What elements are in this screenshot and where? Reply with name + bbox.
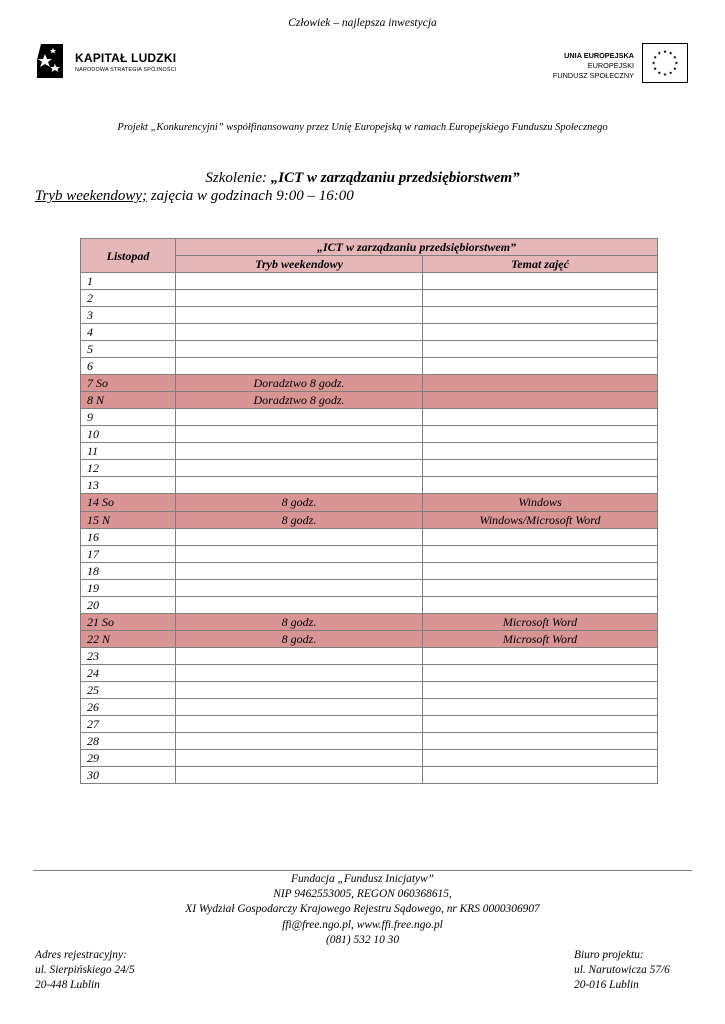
cell-topic xyxy=(423,409,658,426)
cell-mode xyxy=(176,290,423,307)
table-row xyxy=(81,698,658,715)
cell-day: 25 xyxy=(81,681,176,698)
training-name: „ICT w zarządzaniu przedsiębiorstwem” xyxy=(270,170,520,186)
table-row xyxy=(81,647,658,664)
mode-hours: zajęcia w godzinach 9:00 – 16:00 xyxy=(147,188,354,204)
cell-day: 30 xyxy=(81,766,176,783)
header-month: Listopad xyxy=(81,239,176,273)
cell-mode xyxy=(176,766,423,783)
eu-star-icon xyxy=(663,73,666,76)
table-row xyxy=(81,528,658,545)
eu-star-icon xyxy=(658,51,661,54)
cell-topic xyxy=(423,647,658,664)
cell-topic: Windows/Microsoft Word xyxy=(423,511,658,528)
cell-mode xyxy=(176,664,423,681)
cell-day: 26 xyxy=(81,698,176,715)
cell-topic xyxy=(423,749,658,766)
cell-day: 19 xyxy=(81,579,176,596)
cell-topic xyxy=(423,562,658,579)
cell-topic: Microsoft Word xyxy=(423,630,658,647)
cell-topic xyxy=(423,477,658,494)
footer-nip: NIP 9462553005, REGON 060368615, xyxy=(273,888,452,901)
table-row xyxy=(81,460,658,477)
table-row xyxy=(81,596,658,613)
cell-mode xyxy=(176,307,423,324)
cell-topic xyxy=(423,443,658,460)
footer-registered-address xyxy=(35,948,135,994)
table-row xyxy=(81,681,658,698)
cell-topic xyxy=(423,290,658,307)
footer-org: Fundacja „Fundusz Inicjatyw” xyxy=(290,873,434,885)
footer-right-label: Biuro projektu: xyxy=(574,949,644,961)
eu-star-icon xyxy=(653,67,656,70)
cell-topic xyxy=(423,392,658,409)
cell-mode xyxy=(176,426,423,443)
cell-topic xyxy=(423,358,658,375)
header-mode: Tryb weekendowy xyxy=(176,256,423,273)
table-row xyxy=(81,324,658,341)
eu-flag-icon xyxy=(642,43,688,83)
training-label: Szkolenie: xyxy=(205,170,271,186)
cell-day: 8 N xyxy=(81,392,176,409)
schedule-table xyxy=(80,238,658,784)
table-row xyxy=(81,664,658,681)
kapital-ludzki-logo xyxy=(33,40,193,82)
cell-day: 21 So xyxy=(81,613,176,630)
cell-topic xyxy=(423,307,658,324)
table-row xyxy=(81,273,658,290)
cell-day: 22 N xyxy=(81,630,176,647)
footer-phone: (081) 532 10 30 xyxy=(325,933,400,946)
mode-label: Tryb weekendowy; xyxy=(35,188,148,204)
cell-mode xyxy=(176,341,423,358)
schedule-body xyxy=(81,273,658,784)
header-topic: Temat zajęć xyxy=(423,256,658,273)
eu-star-icon xyxy=(669,51,672,54)
cell-topic xyxy=(423,426,658,443)
cell-day: 5 xyxy=(81,341,176,358)
footer-krs: XI Wydział Gospodarczy Krajowego Rejestru Sądowego, nr KRS 0000306907 xyxy=(185,903,540,916)
cell-topic xyxy=(423,324,658,341)
cell-day: 16 xyxy=(81,528,176,545)
cell-topic xyxy=(423,545,658,562)
cell-mode: 8 godz. xyxy=(176,494,423,511)
cell-mode: 8 godz. xyxy=(176,613,423,630)
cell-topic: Microsoft Word xyxy=(423,613,658,630)
footer-left-label: Adres rejestracyjny: xyxy=(35,949,127,961)
cell-day: 23 xyxy=(81,647,176,664)
logo-title: KAPITAŁ LUDZKI xyxy=(75,51,177,65)
cell-day: 28 xyxy=(81,732,176,749)
table-row xyxy=(81,307,658,324)
table-row xyxy=(81,545,658,562)
cell-day: 12 xyxy=(81,460,176,477)
cell-topic xyxy=(423,528,658,545)
table-row xyxy=(81,290,658,307)
eu-logo-line3: FUNDUSZ SPOŁECZNY xyxy=(552,71,634,80)
cell-topic xyxy=(423,460,658,477)
cell-day: 4 xyxy=(81,324,176,341)
cell-day: 27 xyxy=(81,715,176,732)
cell-mode: Doradztwo 8 godz. xyxy=(176,375,423,392)
eu-star-icon xyxy=(653,55,656,58)
footer-project-office xyxy=(574,948,670,994)
cell-day: 14 So xyxy=(81,494,176,511)
table-row xyxy=(81,358,658,375)
table-row xyxy=(81,579,658,596)
cell-mode xyxy=(176,698,423,715)
kapital-ludzki-mark-icon xyxy=(33,40,69,82)
eu-logo-line2: EUROPEJSKI xyxy=(587,61,634,70)
cell-mode xyxy=(176,579,423,596)
table-row xyxy=(81,392,658,409)
cell-day: 7 So xyxy=(81,375,176,392)
eu-star-icon xyxy=(673,67,676,70)
project-line: Projekt „Konkurencyjni” współfinansowany przez Unię Europejską w ramach Europejskiego Funduszu Społecznego xyxy=(117,122,608,133)
table-row xyxy=(81,511,658,528)
cell-mode xyxy=(176,647,423,664)
cell-mode xyxy=(176,545,423,562)
table-row xyxy=(81,749,658,766)
cell-topic xyxy=(423,681,658,698)
cell-day: 15 N xyxy=(81,511,176,528)
footer-left-street: ul. Sierpińskiego 24/5 xyxy=(35,964,135,977)
table-row xyxy=(81,409,658,426)
cell-mode xyxy=(176,596,423,613)
eu-star-icon xyxy=(675,61,678,64)
header-motto: Człowiek – najlepsza inwestycja xyxy=(288,17,437,29)
cell-topic: Windows xyxy=(423,494,658,511)
cell-day: 13 xyxy=(81,477,176,494)
cell-day: 24 xyxy=(81,664,176,681)
eu-star-icon xyxy=(663,50,666,53)
eu-star-icon xyxy=(658,71,661,74)
cell-topic xyxy=(423,664,658,681)
eu-star-icon xyxy=(673,55,676,58)
cell-mode xyxy=(176,528,423,545)
cell-topic xyxy=(423,596,658,613)
eu-logo-line1: UNIA EUROPEJSKA xyxy=(564,51,634,60)
cell-day: 1 xyxy=(81,273,176,290)
cell-day: 10 xyxy=(81,426,176,443)
logo-subtitle: NARODOWA STRATEGIA SPÓJNOŚCI xyxy=(75,67,177,73)
cell-topic xyxy=(423,698,658,715)
table-row xyxy=(81,443,658,460)
cell-mode xyxy=(176,324,423,341)
table-row xyxy=(81,630,658,647)
cell-mode xyxy=(176,460,423,477)
table-row xyxy=(81,562,658,579)
cell-mode xyxy=(176,358,423,375)
table-row xyxy=(81,613,658,630)
cell-mode: Doradztwo 8 godz. xyxy=(176,392,423,409)
training-title xyxy=(0,170,725,187)
table-row xyxy=(81,766,658,783)
footer-divider xyxy=(33,870,692,871)
eu-star-icon xyxy=(652,61,655,64)
table-row xyxy=(81,732,658,749)
footer-contact: ffi@free.ngo.pl, www.ffi.free.ngo.pl xyxy=(282,918,443,931)
eu-logo xyxy=(520,43,690,87)
cell-day: 17 xyxy=(81,545,176,562)
cell-day: 6 xyxy=(81,358,176,375)
cell-day: 11 xyxy=(81,443,176,460)
cell-mode xyxy=(176,715,423,732)
footer-right-street: ul. Narutowicza 57/6 xyxy=(574,964,670,977)
cell-day: 29 xyxy=(81,749,176,766)
eu-star-icon xyxy=(669,71,672,74)
table-row xyxy=(81,426,658,443)
footer-left-city: 20-448 Lublin xyxy=(35,979,100,992)
cell-topic xyxy=(423,715,658,732)
cell-day: 20 xyxy=(81,596,176,613)
cell-mode: 8 godz. xyxy=(176,511,423,528)
table-row xyxy=(81,341,658,358)
cell-mode xyxy=(176,562,423,579)
cell-topic xyxy=(423,766,658,783)
cell-mode xyxy=(176,477,423,494)
cell-day: 18 xyxy=(81,562,176,579)
cell-mode xyxy=(176,681,423,698)
table-row xyxy=(81,715,658,732)
cell-mode: 8 godz. xyxy=(176,630,423,647)
cell-mode xyxy=(176,273,423,290)
cell-day: 3 xyxy=(81,307,176,324)
cell-day: 9 xyxy=(81,409,176,426)
cell-topic xyxy=(423,732,658,749)
table-row xyxy=(81,477,658,494)
cell-mode xyxy=(176,732,423,749)
cell-mode xyxy=(176,749,423,766)
table-row xyxy=(81,375,658,392)
cell-topic xyxy=(423,579,658,596)
cell-topic xyxy=(423,341,658,358)
header-group: „ICT w zarządzaniu przedsiębiorstwem” xyxy=(176,239,658,256)
cell-topic xyxy=(423,375,658,392)
cell-mode xyxy=(176,443,423,460)
cell-topic xyxy=(423,273,658,290)
footer-right-city: 20-016 Lublin xyxy=(574,979,639,992)
eu-logo-text xyxy=(553,51,634,81)
table-row xyxy=(81,494,658,511)
footer-info xyxy=(0,872,725,948)
training-mode xyxy=(35,188,354,205)
cell-mode xyxy=(176,409,423,426)
cell-day: 2 xyxy=(81,290,176,307)
